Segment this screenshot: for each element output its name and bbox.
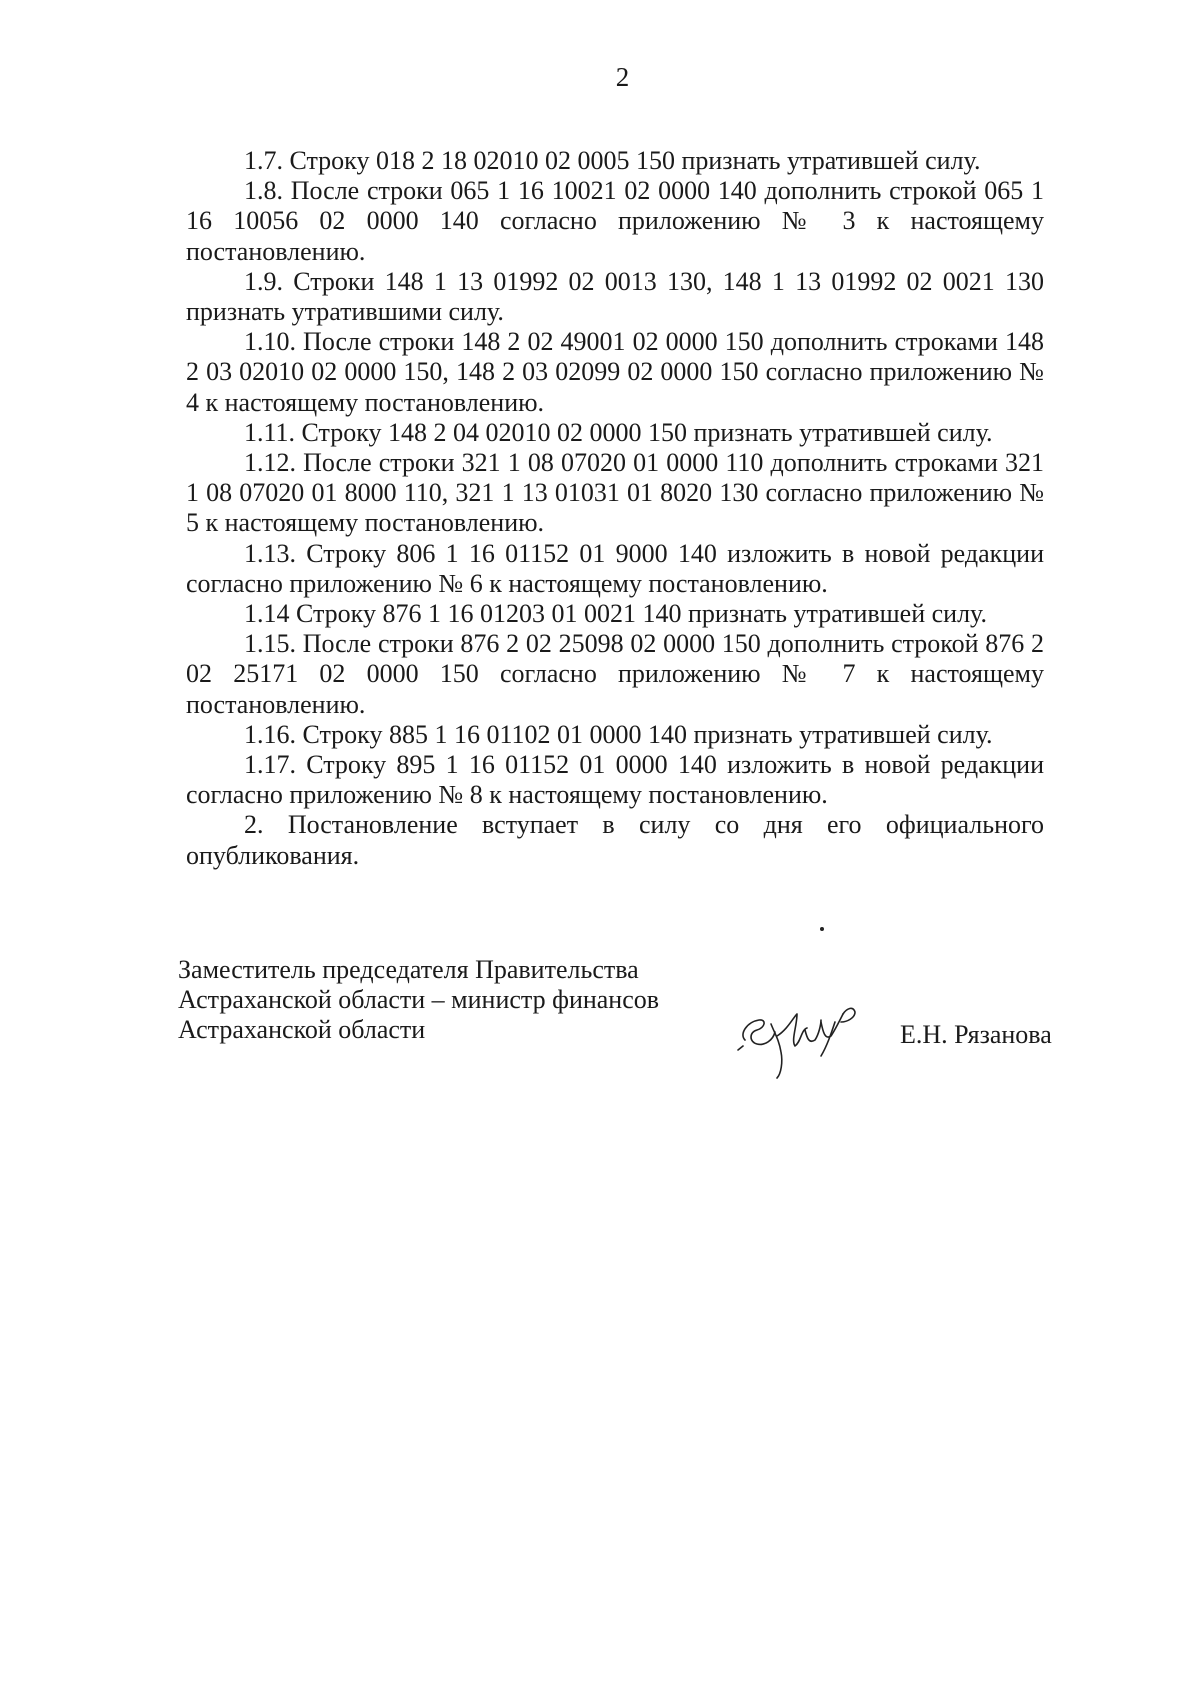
- position-line: Заместитель председателя Правительства: [178, 955, 639, 984]
- position-line: Астраханской области – министр финансов: [178, 985, 660, 1015]
- paragraph: 1.14 Строку 876 1 16 01203 01 0021 140 признать утратившей силу.: [244, 599, 987, 629]
- paragraph: 1.16. Строку 885 1 16 01102 01 0000 140 признать утратившей силу.: [244, 719, 993, 749]
- paragraph: 1.11. Строку 148 2 04 02010 02 0000 150 признать утратившей силу.: [244, 417, 993, 447]
- document-body: [186, 146, 1044, 871]
- paragraph: 1.15. После строки 876 2 02 25098 02 0000 150 дополнить строкой 876 2 02 25171 02 0000 150 согласно приложению № 7 к настоящему постановлению.: [186, 629, 1044, 719]
- paragraph: 1.9. Строки 148 1 13 01992 02 0013 130, 148 1 13 01992 02 0021 130 признать утратившими силу.: [186, 266, 1044, 327]
- paragraph: 2. Постановление вступает в силу со дня его официального опубликования.: [186, 810, 1044, 870]
- paragraph: 1.10. После строки 148 2 02 49001 02 0000 150 дополнить строками 148 2 03 02010 02 0000 150, 148 2 03 02099 02 0000 150 согласно приложению № 4 к настоящему постановлению.: [186, 327, 1044, 417]
- ink-dot: [820, 927, 824, 931]
- paragraph: 1.17. Строку 895 1 16 01152 01 0000 140 изложить в новой редакции согласно приложению № 8 к настоящему постановлению.: [186, 750, 1044, 810]
- handwritten-signature-icon: [735, 1000, 865, 1080]
- paragraph: 1.8. После строки 065 1 16 10021 02 0000 140 дополнить строкой 065 1 16 10056 02 0000 140 согласно приложению № 3 к настоящему постановлению.: [186, 176, 1044, 266]
- paragraph: 1.12. После строки 321 1 08 07020 01 0000 110 дополнить строками 321 1 08 07020 01 8000 110, 321 1 13 01031 01 8020 130 согласно приложению № 5 к настоящему постановлению.: [186, 448, 1044, 538]
- signer-name: Е.Н. Рязанова: [900, 1020, 1052, 1049]
- paragraph: 1.7. Строку 018 2 18 02010 02 0005 150 признать утратившей силу.: [244, 146, 981, 175]
- signatory-position: [178, 955, 659, 1046]
- page-number: 2: [615, 62, 630, 92]
- position-line: Астраханской области: [178, 1015, 426, 1045]
- paragraph: 1.13. Строку 806 1 16 01152 01 9000 140 изложить в новой редакции согласно приложению № 6 к настоящему постановлению.: [186, 538, 1044, 598]
